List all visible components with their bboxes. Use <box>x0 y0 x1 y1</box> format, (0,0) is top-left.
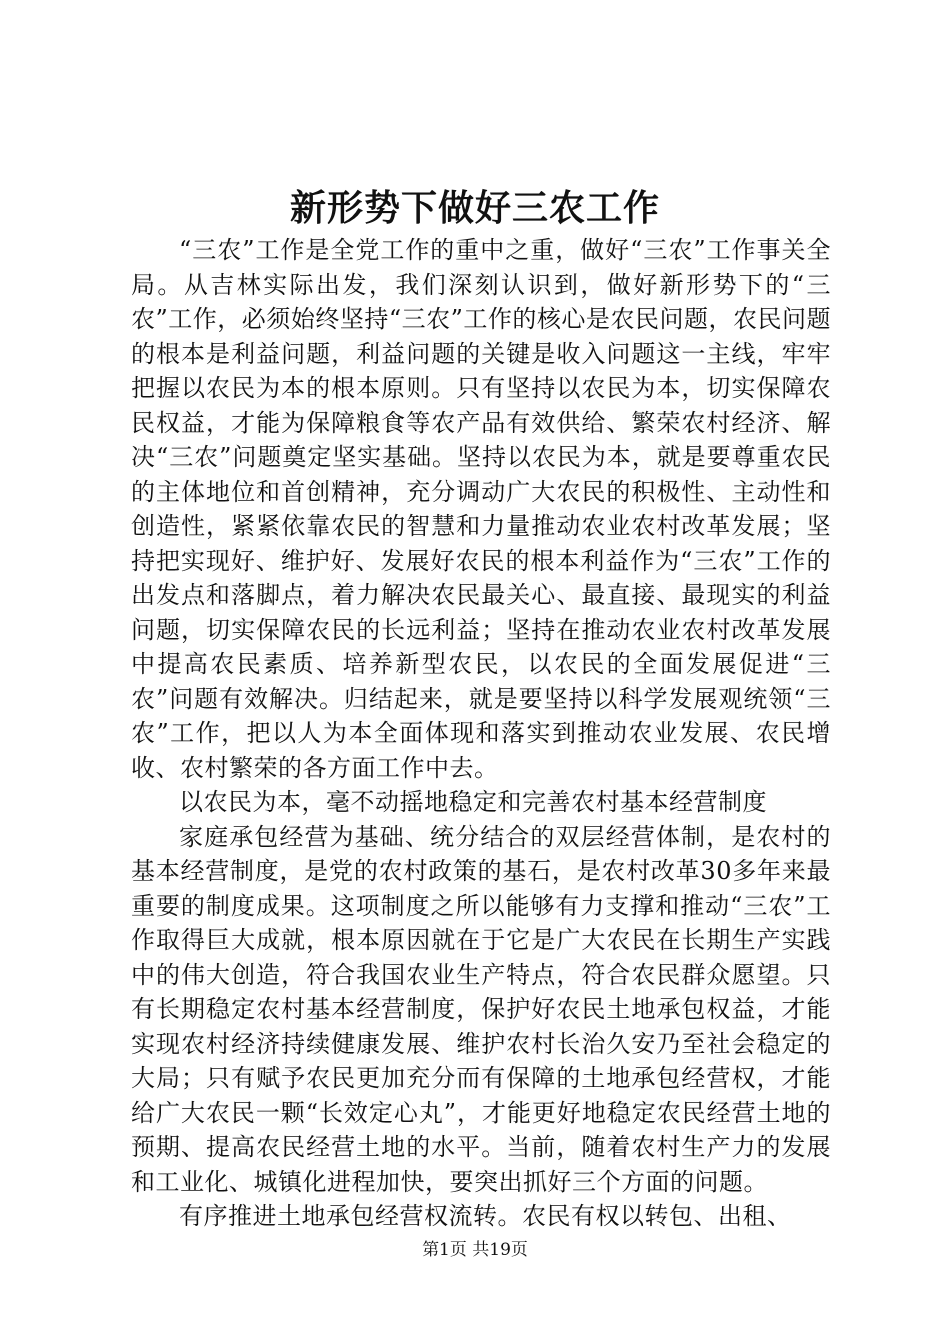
paragraph-3: 家庭承包经营为基础、统分结合的双层经营体制，是农村的基本经营制度，是党的农村政策的基石，是农村改革30多年来最重要的制度成果。这项制度之所以能够有力支撑和推动“三农”工作取得巨大成就，根本原因就在于它是广大农民在长期生产实践中的伟大创造，符合我国农业生产特点，符合农民群众愿望。只有长期稳定农村基本经营制度，保护好农民土地承包权益，才能实现农村经济持续健康发展、维护农村长治久安乃至社会稳定的大局；只有赋予农民更加充分而有保障的土地承包经营权，才能给广大农民一颗“长效定心丸”，才能更好地稳定农民经营土地的预期、提高农民经营土地的水平。当前，随着农村生产力的发展和工业化、城镇化进程加快，要突出抓好三个方面的问题。 <box>131 822 831 1196</box>
paragraph-4: 有序推进土地承包经营权流转。农民有权以转包、出租、 <box>179 1202 792 1230</box>
paragraph-2-heading: 以农民为本，毫不动摇地稳定和完善农村基本经营制度 <box>179 788 767 816</box>
paragraph-1: “三农”工作是全党工作的重中之重，做好“三农”工作事关全局。从吉林实际出发，我们深刻认识到，做好新形势下的“三农”工作，必须始终坚持“三农”工作的核心是农民问题，农民问题的根本是利益问题，利益问题的关键是收入问题这一主线，牢牢把握以农民为本的根本原则。只有坚持以农民为本，切实保障农民权益，才能为保障粮食等农产品有效供给、繁荣农村经济、解决“三农”问题奠定坚实基础。坚持以农民为本，就是要尊重农民的主体地位和首创精神，充分调动广大农民的积极性、主动性和创造性，紧紧依靠农民的智慧和力量推动农业农村改革发展；坚持把实现好、维护好、发展好农民的根本利益作为“三农”工作的出发点和落脚点，着力解决农民最关心、最直接、最现实的利益问题，切实保障农民的长远利益；坚持在推动农业农村改革发展中提高农民素质、培养新型农民，以农民的全面发展促进“三农”问题有效解决。归结起来，就是要坚持以科学发展观统领“三农”工作，把以人为本全面体现和落实到推动农业发展、农民增收、农村繁荣的各方面工作中去。 <box>131 236 831 782</box>
document-title: 新形势下做好三农工作 <box>289 187 660 229</box>
document-body <box>131 233 831 1234</box>
page-footer: 第1页 共19页 <box>422 1240 528 1260</box>
